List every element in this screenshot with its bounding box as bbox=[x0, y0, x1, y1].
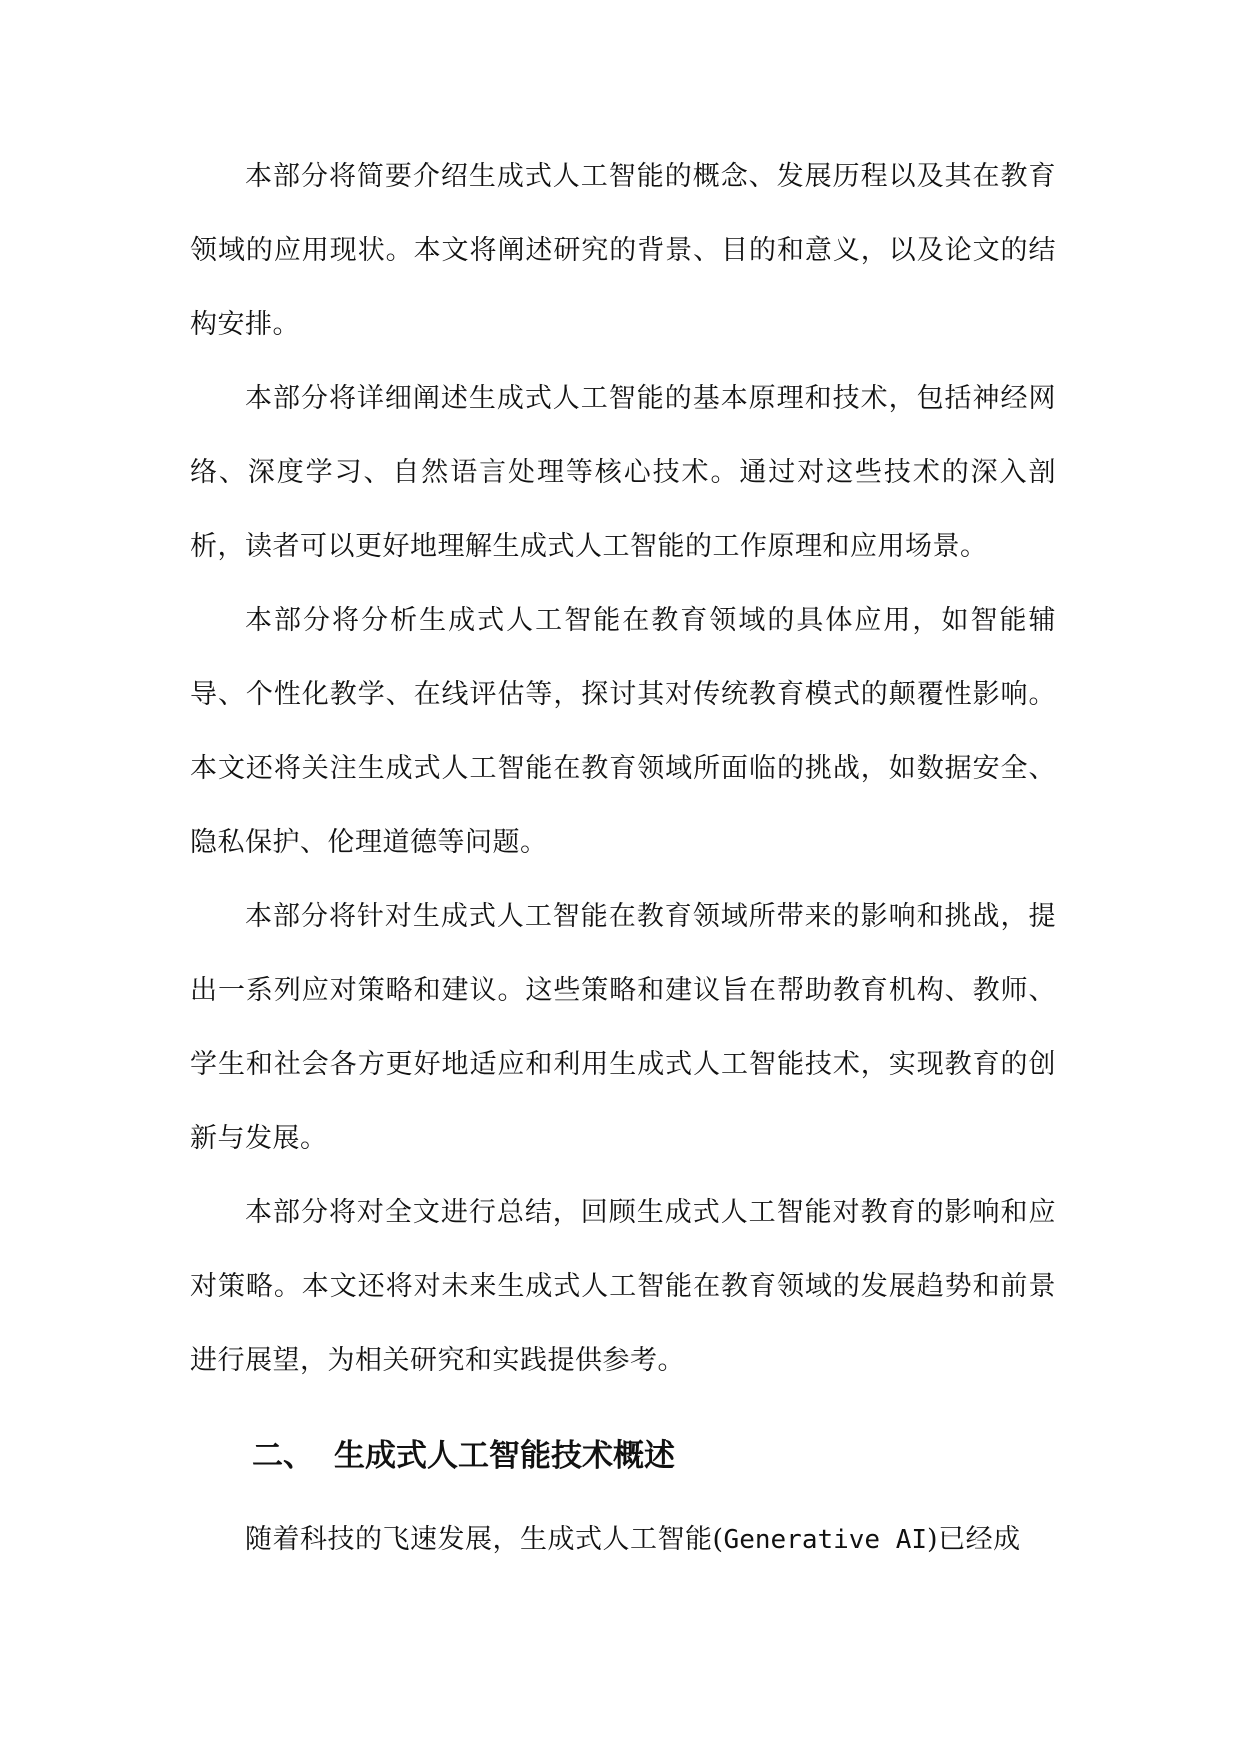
term-generative-ai: Generative AI bbox=[723, 1525, 928, 1555]
section-heading bbox=[190, 1398, 1056, 1503]
paragraph-principles: 本部分将详细阐述生成式人工智能的基本原理和技术，包括神经网络、深度学习、自然语言处理等核心技术。通过对这些技术的深入剖析，读者可以更好地理解生成式人工智能的工作原理和应用场景。 bbox=[190, 383, 1056, 562]
paragraph-section-start-tail: )已经成 bbox=[927, 1524, 1021, 1555]
section-title: 生成式人工智能技术概述 bbox=[334, 1438, 675, 1474]
paragraph-conclusion: 本部分将对全文进行总结，回顾生成式人工智能对教育的影响和应对策略。本文还将对未来生成式人工智能在教育领域的发展趋势和前景进行展望，为相关研究和实践提供参考。 bbox=[190, 1197, 1056, 1376]
section-number: 二、 bbox=[252, 1438, 314, 1474]
paragraph-intro-overview: 本部分将简要介绍生成式人工智能的概念、发展历程以及其在教育领域的应用现状。本文将阐述研究的背景、目的和意义，以及论文的结构安排。 bbox=[190, 161, 1056, 340]
paragraph-section-start bbox=[190, 1503, 1056, 1577]
paragraph-applications: 本部分将分析生成式人工智能在教育领域的具体应用，如智能辅导、个性化教学、在线评估等，探讨其对传统教育模式的颠覆性影响。本文还将关注生成式人工智能在教育领域所面临的挑战，如数据安全、隐私保护、伦理道德等问题。 bbox=[190, 605, 1056, 858]
paragraph-section-start-text: 随着科技的飞速发展，生成式人工智能( bbox=[245, 1524, 724, 1555]
paragraph-strategies: 本部分将针对生成式人工智能在教育领域所带来的影响和挑战，提出一系列应对策略和建议。这些策略和建议旨在帮助教育机构、教师、学生和社会各方更好地适应和利用生成式人工智能技术，实现教育的创新与发展。 bbox=[190, 901, 1056, 1154]
page-content bbox=[190, 140, 1056, 1577]
